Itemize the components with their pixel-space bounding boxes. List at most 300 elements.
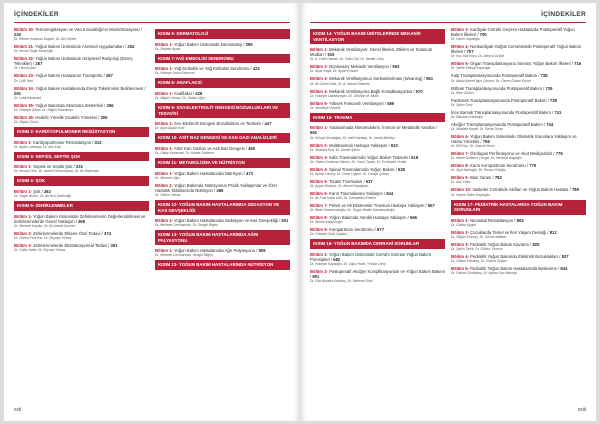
page-ref: 395 xyxy=(244,41,253,47)
toc-entry[interactable] xyxy=(310,191,445,200)
chapter-title: Yoğun Bakımda Yanıklı Hastaya Yaklaşım / xyxy=(327,215,409,221)
entry-authors: Dr. Ayhan Ulusoy, Dr. Ömer Uygun, Dr. Cengiz Çoban xyxy=(310,171,389,176)
chapter-number: Bölüm 8- xyxy=(451,163,469,169)
chapter-title: Organ Transplantasyonu Sonrası Yoğun Bakım İlkeleri / xyxy=(468,61,573,67)
toc-entry[interactable] xyxy=(451,266,586,275)
section-heading: KISIM 5- ZEHİRLENMELER xyxy=(14,201,149,211)
chapter-number: Bölüm 2- xyxy=(310,64,328,70)
chapter-title: Vasküler Cerrahide Akılları ve Yoğun Bakım Hastası / xyxy=(471,187,571,193)
chapter-title: Mekanik Ventilasyon: Genel İlkeleri, Etkileri ve Solunum Modları / xyxy=(310,47,433,58)
chapter-number: Bölüm 5- xyxy=(451,266,469,272)
chapter-number: Bölüm 5- xyxy=(451,61,469,67)
entry-authors: Dr. Hilal Arslan xyxy=(14,66,36,71)
chapter-number: Bölüm 4- xyxy=(310,88,328,94)
entry-authors: Dr. Koç Soll Koyu, Dr. Aleyna Öztürk xyxy=(451,54,505,59)
page-ref: 421 xyxy=(251,66,260,72)
page-ref: 331 xyxy=(74,164,83,170)
entry-authors: Dr. Bülent Kalaycıoğlu xyxy=(310,220,343,225)
chapter-title: Pelvis ve Alt Ekstremite Travmalı Hastaya Yaklaşım / xyxy=(327,203,427,208)
entry-title xyxy=(451,44,586,54)
page-ref: 812 xyxy=(548,229,557,235)
chapter-number: Bölüm 9- xyxy=(451,175,469,181)
page-ref: 789 xyxy=(570,187,579,193)
toc-entry[interactable] xyxy=(451,230,586,239)
chapter-title: Yaralanmada Nöroendokrin, İmmün ve Metabolik Yanıtlar / xyxy=(327,125,438,131)
toc-entry[interactable] xyxy=(310,269,445,283)
toc-entry[interactable] xyxy=(155,66,290,75)
page-ref: 637 xyxy=(364,178,373,184)
toc-entry[interactable] xyxy=(451,134,586,148)
chapter-title: Kafa Travmalarında Yoğun Bakım Tedavisi / xyxy=(327,154,411,160)
toc-column xyxy=(310,27,445,401)
page-ref: 700 xyxy=(478,32,487,38)
toc-entry[interactable] xyxy=(451,254,586,263)
chapter-number: Bölüm 1- xyxy=(155,218,173,224)
chapter-title: Yoğun Bakımda Skorlama Sistemleri / xyxy=(34,102,106,108)
page-ref: 553 xyxy=(391,64,400,70)
entry-title xyxy=(14,86,149,96)
chapter-number: Bölüm 32- xyxy=(14,56,35,62)
chapter-title: Yoğun Bakım Hastalarında Sedasyon ve Kas Gevşekliği / xyxy=(172,218,281,224)
toc-entry[interactable] xyxy=(14,27,149,41)
toc-entry[interactable] xyxy=(155,42,290,51)
chapter-number: Bölüm 5- xyxy=(310,178,328,184)
chapter-number: Bölüm 4- xyxy=(310,166,328,172)
chapter-number: Bölüm 2- xyxy=(451,229,469,235)
toc-entry[interactable] xyxy=(310,47,445,61)
toc-entry[interactable] xyxy=(14,103,149,112)
section-heading: KISIM 10- ASİT BAZ DENGESİ VE KAN GAZI ANALİZLERİ xyxy=(155,133,290,143)
chapter-number: Bölüm 1- xyxy=(155,66,173,72)
entry-authors: Dr. Mustafa Kurt, Dr. Ahmet Şahin xyxy=(310,147,360,152)
page-ref: 716 xyxy=(572,61,582,67)
chapter-title: Kalp Transplantasyonunda Postoperatif Bakım / xyxy=(451,73,540,79)
chapter-number: Bölüm 30- xyxy=(14,27,35,32)
toc-entry[interactable] xyxy=(451,44,586,58)
toc-entry[interactable] xyxy=(310,125,445,139)
toc-entry[interactable] xyxy=(451,86,586,95)
chapter-title: Bası Yarası / xyxy=(468,175,494,181)
chapter-number: Bölüm 1- xyxy=(310,125,328,131)
chapter-title: Hedefe Yönelik Sıcaklık Yönetimi / xyxy=(34,114,100,120)
page-ref: 666 xyxy=(408,215,418,221)
entry-authors: Dr. Hüseyin Şahin, Dr. Nilgün Kahraman xyxy=(14,107,73,112)
section-heading: KISIM 2- KARDİYOPULMONER RESÜSTASYON xyxy=(14,127,149,137)
entry-authors: Dr. Hüseyin Kutlu Kırmızıel xyxy=(155,71,195,76)
entry-authors: Dr. Şahin Tunç xyxy=(451,102,473,107)
toc-entry[interactable] xyxy=(310,167,445,176)
entry-title xyxy=(451,187,586,192)
toc-columns xyxy=(14,27,290,401)
chapter-number: Bölüm 2- xyxy=(155,182,173,188)
page-ref: 501 xyxy=(280,218,289,224)
chapter-number: Bölüm 35- xyxy=(14,102,35,108)
chapter-title: Yoğun Bakım Hastasının Transportu / xyxy=(34,73,105,79)
chapter-number: Bölüm 1- xyxy=(14,139,32,145)
section-heading: KISIM 4- ŞOK xyxy=(14,176,149,186)
entry-authors: Dr. Şahin Tanık, Dr. Gülnur Yıldırım xyxy=(451,246,503,251)
toc-column xyxy=(14,27,149,401)
page-ref: 729 xyxy=(544,85,553,91)
page-ref: 291 xyxy=(14,90,21,96)
page-ref: 644 xyxy=(385,190,394,196)
section-heading: KISIM 15- TRAVMA xyxy=(310,113,445,123)
toc-entry[interactable] xyxy=(14,73,149,82)
chapter-title: Yoğun Bakım Ünitesinde Anestezi Uygulamaları / xyxy=(34,44,127,50)
chapter-number: Bölüm 33- xyxy=(14,73,35,79)
chapter-title: Sepsis ve Septik Şok / xyxy=(31,164,75,170)
entry-authors: Dr. Filiz Akçaba Kurtuluş, Dr. Mehmet Ünal xyxy=(310,279,373,284)
entry-authors: Dr. Özlem Korkmaz Dilmen, Dr. Yusuf Tunalı, Dr. Ercüment Yentür xyxy=(310,159,407,164)
chapter-title: Kompartman Sendromu / xyxy=(327,227,376,233)
entry-authors: Dr. Gülüz Keter, Dr. Zeynep Yılmaz xyxy=(14,247,66,252)
page-ref: 267 xyxy=(34,61,43,67)
chapter-title: Zehirlenmelerde Etkene Özel Tedavi / xyxy=(31,230,103,236)
entry-authors: Dr. Nilgün Kılıçsoy, Dr. Gülnur Atalkan xyxy=(451,234,507,239)
section-heading: KISIM 8- ANAFLAKSİ xyxy=(155,78,290,88)
entry-authors: Dr. Nezih Özdemir Cengiz, Dr. Mehmet Alagoğlu xyxy=(451,156,522,161)
toc-entry[interactable] xyxy=(310,203,445,212)
chapter-number: Bölüm 1- xyxy=(155,41,173,47)
chapter-number: Bölüm 7- xyxy=(451,151,469,157)
chapter-title: Şok / xyxy=(31,188,43,194)
entry-title xyxy=(14,27,149,37)
toc-entry[interactable] xyxy=(14,214,149,228)
entry-authors: Dr. Mehmet Kaydın, Dr. Ali Ahmet Dumlen xyxy=(14,223,76,228)
chapter-title: Yoğun Bakım Ünitesinde Obstetrik Sorunlara Yaklaşım ve Hasta Yönetimi / xyxy=(451,133,577,145)
chapter-number: Bölüm 2- xyxy=(14,230,32,236)
toc-entry[interactable] xyxy=(310,227,445,236)
entry-authors: Dr. Mehmet Uğur xyxy=(155,175,181,180)
toc-entry[interactable] xyxy=(451,73,586,82)
entry-authors: Dr. Ziya Salihoğlu, Dr. Recep Güloğlu xyxy=(451,168,506,173)
entry-authors: Dr. Mehmet Cemhanvan, Sevgül Bilgen xyxy=(155,253,213,258)
book-spread xyxy=(4,3,596,421)
chapter-title: Pediatrik Yoğun Bakım Kavramı / xyxy=(468,241,532,247)
page-number: xxii xyxy=(14,407,22,413)
toc-entry[interactable] xyxy=(155,183,290,197)
page-ref: 744 xyxy=(545,121,554,127)
chapter-number: Bölüm 1- xyxy=(14,213,32,219)
page-ref: 287 xyxy=(104,73,113,79)
chapter-number: Bölüm 10- xyxy=(451,187,472,193)
entry-authors: Dr. Fatma Gümüştaş, Dr. Ayhan Gaz Alakoyu xyxy=(451,271,518,276)
page-ref: 592 xyxy=(310,130,317,136)
chapter-title: Yoğun Bakım Ünitesinde Zehirlenmenin Değerlendirilmesi ve Zehirlenmelerde Genel Yaklaşım / xyxy=(14,213,146,224)
entry-authors: Dr. Ayşen Bozkurt, Dr. Ahmet Kayağılan xyxy=(310,183,369,188)
page-ref: 460 xyxy=(246,145,256,151)
entry-title xyxy=(310,269,445,279)
chapter-title: Toraks Travmaları / xyxy=(327,178,365,184)
toc-entry[interactable] xyxy=(310,64,445,73)
chapter-number: Bölüm 36- xyxy=(14,114,35,120)
entry-authors: Dr. Abdul Ahmet Ilgın Çamsız, Dr. Özlem Özkan Erkurt xyxy=(451,78,531,83)
entry-title xyxy=(310,76,445,81)
page-ref: 756 xyxy=(481,139,490,145)
entry-authors: Dr. Menekşe Özçelik xyxy=(310,105,341,110)
entry-authors: Dr. Hüseyin Ümit Coşkun xyxy=(310,232,347,237)
entry-authors: Dr. Aslı Yıldız xyxy=(451,180,471,185)
page-ref: 362 xyxy=(42,188,51,194)
page-ref: 312 xyxy=(93,139,102,145)
page-ref: 825 xyxy=(531,241,540,247)
right-page xyxy=(300,3,596,421)
toc-entry[interactable] xyxy=(451,242,586,251)
page-ref: 570 xyxy=(414,88,423,94)
left-page xyxy=(4,3,300,421)
entry-authors: Dr. Hüseyin Kayaoğlu, Dr. Oğuz Hanlı, Yılmaz Genç xyxy=(310,262,386,267)
entry-authors: Dr. Hüsnü Selim Kayaoğlu xyxy=(451,192,490,197)
page-header: İÇİNDEKİLER xyxy=(14,11,59,18)
chapter-title: Yoğun Bakım Ünitesinde Girişimsel Radyoloji (Dereç Teknikler) / xyxy=(14,56,133,67)
chapter-title: Karın Kompartman Sendromu / xyxy=(468,163,529,169)
chapter-title: Postoperatif Akciğer Komplikasyonları ve Yoğun Bakım Bakımı / xyxy=(310,269,445,280)
chapter-title: Anafilaksi / xyxy=(172,90,195,96)
toc-entry[interactable] xyxy=(310,76,445,85)
page-ref: 509 xyxy=(257,248,266,254)
toc-entry[interactable] xyxy=(14,189,149,198)
page-ref: 296 xyxy=(105,102,114,108)
toc-entry[interactable] xyxy=(451,98,586,107)
chapter-title: Karın Travmalarına Yaklaşım / xyxy=(327,190,386,196)
toc-entry[interactable] xyxy=(310,143,445,152)
chapter-title: Pediatrik Yoğun Bakım Hastalarında Beslenme / xyxy=(468,266,560,272)
chapter-title: Akciğer Transplantasyonunda Postoperatif Bakım / xyxy=(451,121,546,127)
toc-entry[interactable] xyxy=(310,252,445,266)
entry-authors: Dr. Ayça Aygün Kurt xyxy=(155,126,185,131)
section-heading: KISIM 14- YOĞUN BAKIM ÜNİTELERİNDE MEKANİK VENTİLASYON xyxy=(310,29,445,44)
entry-authors: Dr. Mustafa Kavak, Dr. Sema Turan xyxy=(451,126,503,131)
page-ref: 515 xyxy=(326,52,335,58)
chapter-number: Bölüm 6- xyxy=(310,190,328,196)
entry-title xyxy=(14,214,149,224)
chapter-title: Yoğun Bakım Ünitesinde Cerrahi Sonrası Yoğun Bakım Prensipleri / xyxy=(310,251,432,262)
chapter-title: Kardiyopulmoner Resüsitasyon / xyxy=(31,139,94,145)
chapter-title: Yoğun Bakım Ünitesinde Dermatoloji / xyxy=(172,41,245,47)
chapter-title: Pankreas Transplantasyonunda Postoperatif Bakım / xyxy=(451,97,549,103)
page-ref: 306 xyxy=(99,114,108,120)
entry-authors: Dr. Leila Karabulut xyxy=(14,95,42,100)
toc-entry[interactable] xyxy=(451,175,586,184)
chapter-number: Bölüm 1- xyxy=(14,188,32,194)
entry-authors: Dr. Özlem Yılmaz xyxy=(155,192,181,197)
entry-title xyxy=(451,27,586,37)
toc-entry[interactable] xyxy=(310,179,445,188)
entry-authors: Dr. Zeynep Aydın xyxy=(155,46,181,51)
entry-authors: Dr. Batuhan Karaoğlu xyxy=(451,114,483,119)
chapter-number: Bölüm 1- xyxy=(310,251,328,257)
page-ref: 240 xyxy=(14,32,21,38)
page-ref: 776 xyxy=(554,151,563,157)
toc-entry[interactable] xyxy=(451,110,586,119)
page-ref: 782 xyxy=(493,175,502,181)
chapter-title: Kardiyak Cerrahi Geçiren Hastalarda Postoperatif Yoğun Bakım İlkeleri / xyxy=(451,27,575,38)
chapter-number: Bölüm 2- xyxy=(310,142,328,148)
toc-entry[interactable] xyxy=(155,171,290,180)
page-ref: 486 xyxy=(215,187,224,193)
toc-entry[interactable] xyxy=(451,61,586,70)
page-ref: 586 xyxy=(386,100,395,106)
toc-entry[interactable] xyxy=(14,231,149,240)
entry-authors: Dr. Gülnur Karakaş, Dr. Gülnur Doğan xyxy=(451,259,507,264)
entry-authors: Dr. Özgür Akıncı, Dr. Ali Nuri Şahinoğlu xyxy=(14,194,72,198)
toc-entry[interactable] xyxy=(14,44,149,53)
toc-entry[interactable] xyxy=(155,146,290,155)
entry-title xyxy=(155,183,290,193)
chapter-number: Bölüm 5- xyxy=(310,100,328,106)
toc-entry[interactable] xyxy=(14,115,149,124)
header-rule xyxy=(310,22,586,23)
toc-entry[interactable] xyxy=(14,164,149,173)
toc-entry[interactable] xyxy=(155,91,290,100)
toc-entry[interactable] xyxy=(451,218,586,227)
chapter-number: Bölüm 1- xyxy=(14,164,32,170)
chapter-title: Arter Kan Gazları ve Asit Baz Dengesi / xyxy=(172,145,247,151)
entry-authors: Dr. Hüseyin Lakadamyalı, Dr. Gökhan M. Mutlu xyxy=(310,93,379,98)
chapter-number: Bölüm 1- xyxy=(451,217,469,223)
toc-entry[interactable] xyxy=(451,151,586,160)
chapter-title: Yüksek Frekanslı Ventilasyon / xyxy=(327,100,387,106)
chapter-number: Bölüm 4- xyxy=(451,253,469,259)
chapter-number: Bölüm 1- xyxy=(155,170,173,176)
toc-entry[interactable] xyxy=(14,56,149,70)
entry-authors: Dr. Mehmet Cemhanvan, Dr. Sevgül Bilgen xyxy=(155,223,218,228)
page-header: İÇİNDEKİLER xyxy=(541,11,586,18)
toc-entry[interactable] xyxy=(310,215,445,224)
page-ref: 657 xyxy=(426,203,435,208)
chapter-number: Bölüm 34- xyxy=(14,85,35,91)
chapter-title: Spinal Travmalarında Yoğun Bakım / xyxy=(327,166,397,172)
entry-authors: Dr. Berk Gülüm xyxy=(451,90,474,95)
chapter-title: Neonatal Resüsitasyon / xyxy=(468,217,516,223)
chapter-number: Bölüm 2- xyxy=(310,269,328,275)
toc-entry[interactable] xyxy=(310,101,445,110)
entry-authors: Dr. Şerife Köksal Kayaoğlu xyxy=(451,66,491,71)
chapter-number: Bölüm 7- xyxy=(310,203,328,208)
entry-title xyxy=(310,47,445,57)
toc-entry[interactable] xyxy=(310,155,445,164)
entry-authors: Dr. Gülnur Aygün xyxy=(451,222,477,227)
section-heading: KISIM 11- METABOLİZMA VE NÜTRİSYON xyxy=(155,158,290,168)
chapter-number: Bölüm 6- xyxy=(451,133,469,139)
entry-authors: Dr. Elif Kılıç, Dr. Gamze Derin xyxy=(451,144,495,149)
page-ref: 429 xyxy=(194,90,203,96)
section-heading: KISIM 17- PEDİATRİK HASTALARDA YOĞUN BAKIM SORUNLARI xyxy=(451,200,586,215)
page-ref: 618 xyxy=(410,154,419,160)
toc-entry[interactable] xyxy=(14,86,149,100)
chapter-title: Pediatrik Yoğun Bakımda Elektrolit Bozuklukları / xyxy=(468,253,561,259)
page-ref: 473 xyxy=(244,170,254,176)
chapter-title: İnce Barsak Transplantasyonunda Postoperatif Bakım / xyxy=(451,109,554,115)
toc-columns xyxy=(310,27,586,401)
chapter-number: Bölüm 1- xyxy=(155,90,173,96)
chapter-title: Mekanik Ventilasyonun Sonlandırılması (Weaning) / xyxy=(327,76,425,82)
page-ref: 628 xyxy=(396,166,405,172)
toc-entry[interactable] xyxy=(14,140,149,149)
chapter-number: Bölüm 1- xyxy=(155,248,173,254)
chapter-number: Bölüm 1- xyxy=(155,145,173,151)
chapter-title: Termoregülasyon ve Vücut Sıcaklığının Monitörizasyonu / xyxy=(34,27,142,32)
chapter-number: Bölüm 3- xyxy=(451,241,469,247)
page-ref: 844 xyxy=(559,266,568,272)
entry-authors: Dr. Bedri Karaismailoğlu, Dr. Turgut Nedim Karaismailoğlu xyxy=(310,208,395,213)
page-ref: 738 xyxy=(548,97,557,103)
section-heading: KISIM 12- YOĞUN BAKIM HASTALARINDA SEDASYON VE KAS GEVŞEKLİĞİ xyxy=(155,200,290,215)
page-ref: 610 xyxy=(389,142,398,148)
entry-authors: Dr. Kemal Cinsı, Dr. İsmail Kırmızıtoprak, Dr. Ali Söylemez xyxy=(14,169,100,174)
page-ref: 775 xyxy=(528,163,537,169)
entry-authors: Dr. Nilgün Yılmaz, Dr. Hakan Uğur xyxy=(155,96,206,101)
section-heading: KISIM 9- SIVI-ELEKTROLİT DENGESİ BOZUKLUKLARI VE TEDAVİSİ xyxy=(155,103,290,118)
toc-entry[interactable] xyxy=(155,121,290,130)
entry-authors: Dr. Ali Gürtel Sahi, Dr. A. Necati Gökmen xyxy=(310,81,370,86)
entry-authors: Dr. Oktay Kocaman, Dr. Hande Özdemir xyxy=(155,151,214,156)
chapter-number: Bölüm 1- xyxy=(155,121,173,127)
entry-authors: Dr. Alper Kaya, Dr. Aydın Erbulut xyxy=(310,69,358,74)
chapter-title: Sıvı-Elektrolit Dengesi Bozuklukları ve Tedavisi / xyxy=(172,121,264,127)
page-ref: 837 xyxy=(560,253,569,259)
chapter-title: Böbrek Transplantasyonunda Postoperatif Bakım / xyxy=(451,85,545,91)
page-ref: 682 xyxy=(332,256,341,262)
toc-entry[interactable] xyxy=(310,89,445,98)
entry-authors: Dr. Nilgün Tüzün xyxy=(14,119,39,124)
chapter-number: Bölüm 9- xyxy=(310,227,328,233)
toc-column xyxy=(451,27,586,401)
section-heading: KISIM 6- DERMATOLOJİ xyxy=(155,29,290,39)
entry-authors: Dr. Lütfi Telci xyxy=(14,78,33,83)
chapter-title: Yoğun Bakım Hastalarında Enerji Tüketiminin Belirlenmesi / xyxy=(34,85,146,91)
toc-entry[interactable] xyxy=(451,27,586,41)
page-ref: 707 xyxy=(465,49,474,55)
chapter-title: Yoğun Bakım Hastalarında Ağrı Palyasyonu / xyxy=(172,248,258,254)
section-heading: KISIM 7-YAĞ EMBOLİSİ SENDROMU xyxy=(155,54,290,64)
page-number: xxiii xyxy=(577,407,586,413)
chapter-title: Yoğun Bakımda Nütrisyonun Pratik Yaklaşımlar ve Özel Hastalık Tablolarında Nütrisyon / xyxy=(155,182,277,193)
section-heading: KISIM 13- YOĞUN BAKIM HASTALARINDA AĞRI PALYASYONU xyxy=(155,230,290,245)
chapter-title: Yoğun Bakım Hastalarında Nütrisyon / xyxy=(172,170,245,176)
toc-entry[interactable] xyxy=(451,187,586,196)
page-ref: 691 xyxy=(311,274,320,280)
header-rule xyxy=(14,22,290,23)
chapter-title: Özofagus Perforasyonu ve Akut Mediyastinit / xyxy=(468,151,555,157)
toc-entry[interactable] xyxy=(451,163,586,172)
chapter-title: Multitravmalı Hastaya Yaklaşım / xyxy=(327,142,390,148)
chapter-title: Noninvaziv Mekanik Ventilasyon / xyxy=(327,64,392,70)
entry-title xyxy=(451,134,586,144)
chapter-title: Çocuklarda Temel ve İleri Yaşam Desteği / xyxy=(468,229,549,235)
page-ref: 804 xyxy=(515,217,524,223)
chapter-number: Bölüm 3- xyxy=(310,154,328,160)
entry-title xyxy=(310,252,445,262)
page-ref: 561 xyxy=(424,76,434,82)
toc-entry[interactable] xyxy=(155,248,290,257)
entry-authors: Dr. Kürşat Gündoğan, Dr. Halit Karataş, Dr. İsmail Altıntop xyxy=(310,135,395,140)
chapter-number: Bölüm 8- xyxy=(310,215,328,221)
entry-authors: Dr. Kemal Tolga Saraçoğlu xyxy=(14,49,54,54)
entry-title xyxy=(14,56,149,66)
chapter-number: Bölüm 1- xyxy=(310,47,328,53)
section-heading: KISIM 3- SEPSİS, SEPTİK ŞOK xyxy=(14,152,149,162)
toc-entry[interactable] xyxy=(451,122,586,131)
page-ref: 391 xyxy=(109,242,118,248)
page-ref: 741 xyxy=(553,109,562,115)
page-ref: 369 xyxy=(76,218,86,224)
chapter-title: Nonkardiyak Göğüs Cerrahisinde Postoperatif Yoğun Bakım İlkeleri / xyxy=(451,44,582,55)
section-heading: KISIM 13- YOĞUN BAKIM HASTALARINDA NÜTRİSYON xyxy=(155,260,290,270)
chapter-number: Bölüm 3- xyxy=(14,242,32,248)
toc-entry[interactable] xyxy=(14,243,149,252)
toc-entry[interactable] xyxy=(155,218,290,227)
